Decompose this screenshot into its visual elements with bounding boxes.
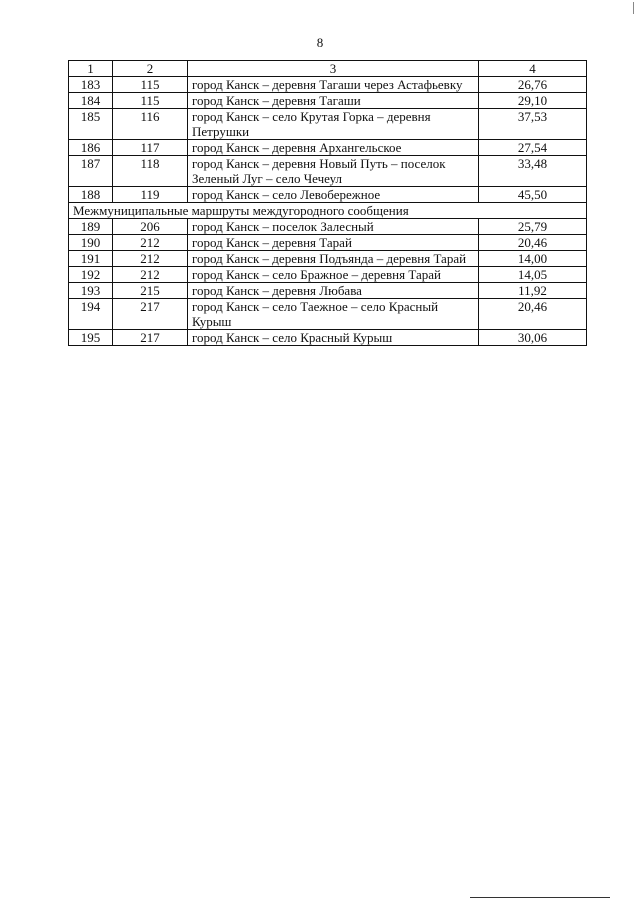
distance-cell: 14,05: [479, 267, 587, 283]
row-number-cell: 194: [69, 299, 113, 330]
table-row: [69, 283, 587, 299]
distance-cell: 14,00: [479, 251, 587, 267]
table-row: [69, 299, 587, 330]
route-name-cell: город Канск – село Крутая Горка – деревня Петрушки: [188, 109, 479, 140]
route-name-cell: город Канск – деревня Тагаши: [188, 93, 479, 109]
route-name-cell: город Канск – село Красный Курыш: [188, 330, 479, 346]
distance-cell: 29,10: [479, 93, 587, 109]
route-code-cell: 117: [113, 140, 188, 156]
header-col-3: 3: [188, 61, 479, 77]
row-number-cell: 188: [69, 187, 113, 203]
table-row: [69, 267, 587, 283]
distance-cell: 26,76: [479, 77, 587, 93]
route-name-cell: город Канск – село Левобережное: [188, 187, 479, 203]
header-col-1: 1: [69, 61, 113, 77]
route-name-cell: город Канск – село Таежное – село Красный Курыш: [188, 299, 479, 330]
row-number-cell: 184: [69, 93, 113, 109]
table-row: [69, 156, 587, 187]
table-row: [69, 93, 587, 109]
table-row: [69, 77, 587, 93]
route-name-cell: город Канск – деревня Любава: [188, 283, 479, 299]
route-name-cell: город Канск – деревня Подъянда – деревня Тарай: [188, 251, 479, 267]
footer-rule: [470, 897, 610, 898]
row-number-cell: 185: [69, 109, 113, 140]
distance-cell: 45,50: [479, 187, 587, 203]
route-code-cell: 115: [113, 77, 188, 93]
distance-cell: 33,48: [479, 156, 587, 187]
route-code-cell: 115: [113, 93, 188, 109]
routes-table-body: [69, 61, 587, 346]
table-row: [69, 330, 587, 346]
route-name-cell: город Канск – деревня Тагаши через Астафьевку: [188, 77, 479, 93]
route-code-cell: 217: [113, 330, 188, 346]
distance-cell: 11,92: [479, 283, 587, 299]
table-row: [69, 140, 587, 156]
header-col-2: 2: [113, 61, 188, 77]
route-name-cell: город Канск – деревня Архангельское: [188, 140, 479, 156]
table-row: [69, 219, 587, 235]
row-number-cell: 186: [69, 140, 113, 156]
table-row: [69, 235, 587, 251]
table-row: [69, 187, 587, 203]
table-row: [69, 109, 587, 140]
distance-cell: 25,79: [479, 219, 587, 235]
distance-cell: 27,54: [479, 140, 587, 156]
table-header-row: [69, 61, 587, 77]
row-number-cell: 191: [69, 251, 113, 267]
row-number-cell: 195: [69, 330, 113, 346]
route-code-cell: 217: [113, 299, 188, 330]
section-title: Межмуниципальные маршруты междугородного сообщения: [69, 203, 587, 219]
scan-corner-mark: [633, 2, 634, 14]
row-number-cell: 187: [69, 156, 113, 187]
row-number-cell: 183: [69, 77, 113, 93]
route-code-cell: 116: [113, 109, 188, 140]
page-number: 8: [316, 35, 324, 50]
distance-cell: 20,46: [479, 299, 587, 330]
row-number-cell: 193: [69, 283, 113, 299]
row-number-cell: 192: [69, 267, 113, 283]
route-name-cell: город Канск – деревня Тарай: [188, 235, 479, 251]
row-number-cell: 190: [69, 235, 113, 251]
routes-table: [68, 60, 587, 346]
distance-cell: 20,46: [479, 235, 587, 251]
section-row: [69, 203, 587, 219]
table-row: [69, 251, 587, 267]
distance-cell: 30,06: [479, 330, 587, 346]
row-number-cell: 189: [69, 219, 113, 235]
route-code-cell: 118: [113, 156, 188, 187]
route-code-cell: 212: [113, 235, 188, 251]
route-name-cell: город Канск – поселок Залесный: [188, 219, 479, 235]
route-code-cell: 206: [113, 219, 188, 235]
distance-cell: 37,53: [479, 109, 587, 140]
route-name-cell: город Канск – село Бражное – деревня Тарай: [188, 267, 479, 283]
header-col-4: 4: [479, 61, 587, 77]
route-code-cell: 119: [113, 187, 188, 203]
route-code-cell: 215: [113, 283, 188, 299]
route-code-cell: 212: [113, 267, 188, 283]
route-name-cell: город Канск – деревня Новый Путь – поселок Зеленый Луг – село Чечеул: [188, 156, 479, 187]
route-code-cell: 212: [113, 251, 188, 267]
